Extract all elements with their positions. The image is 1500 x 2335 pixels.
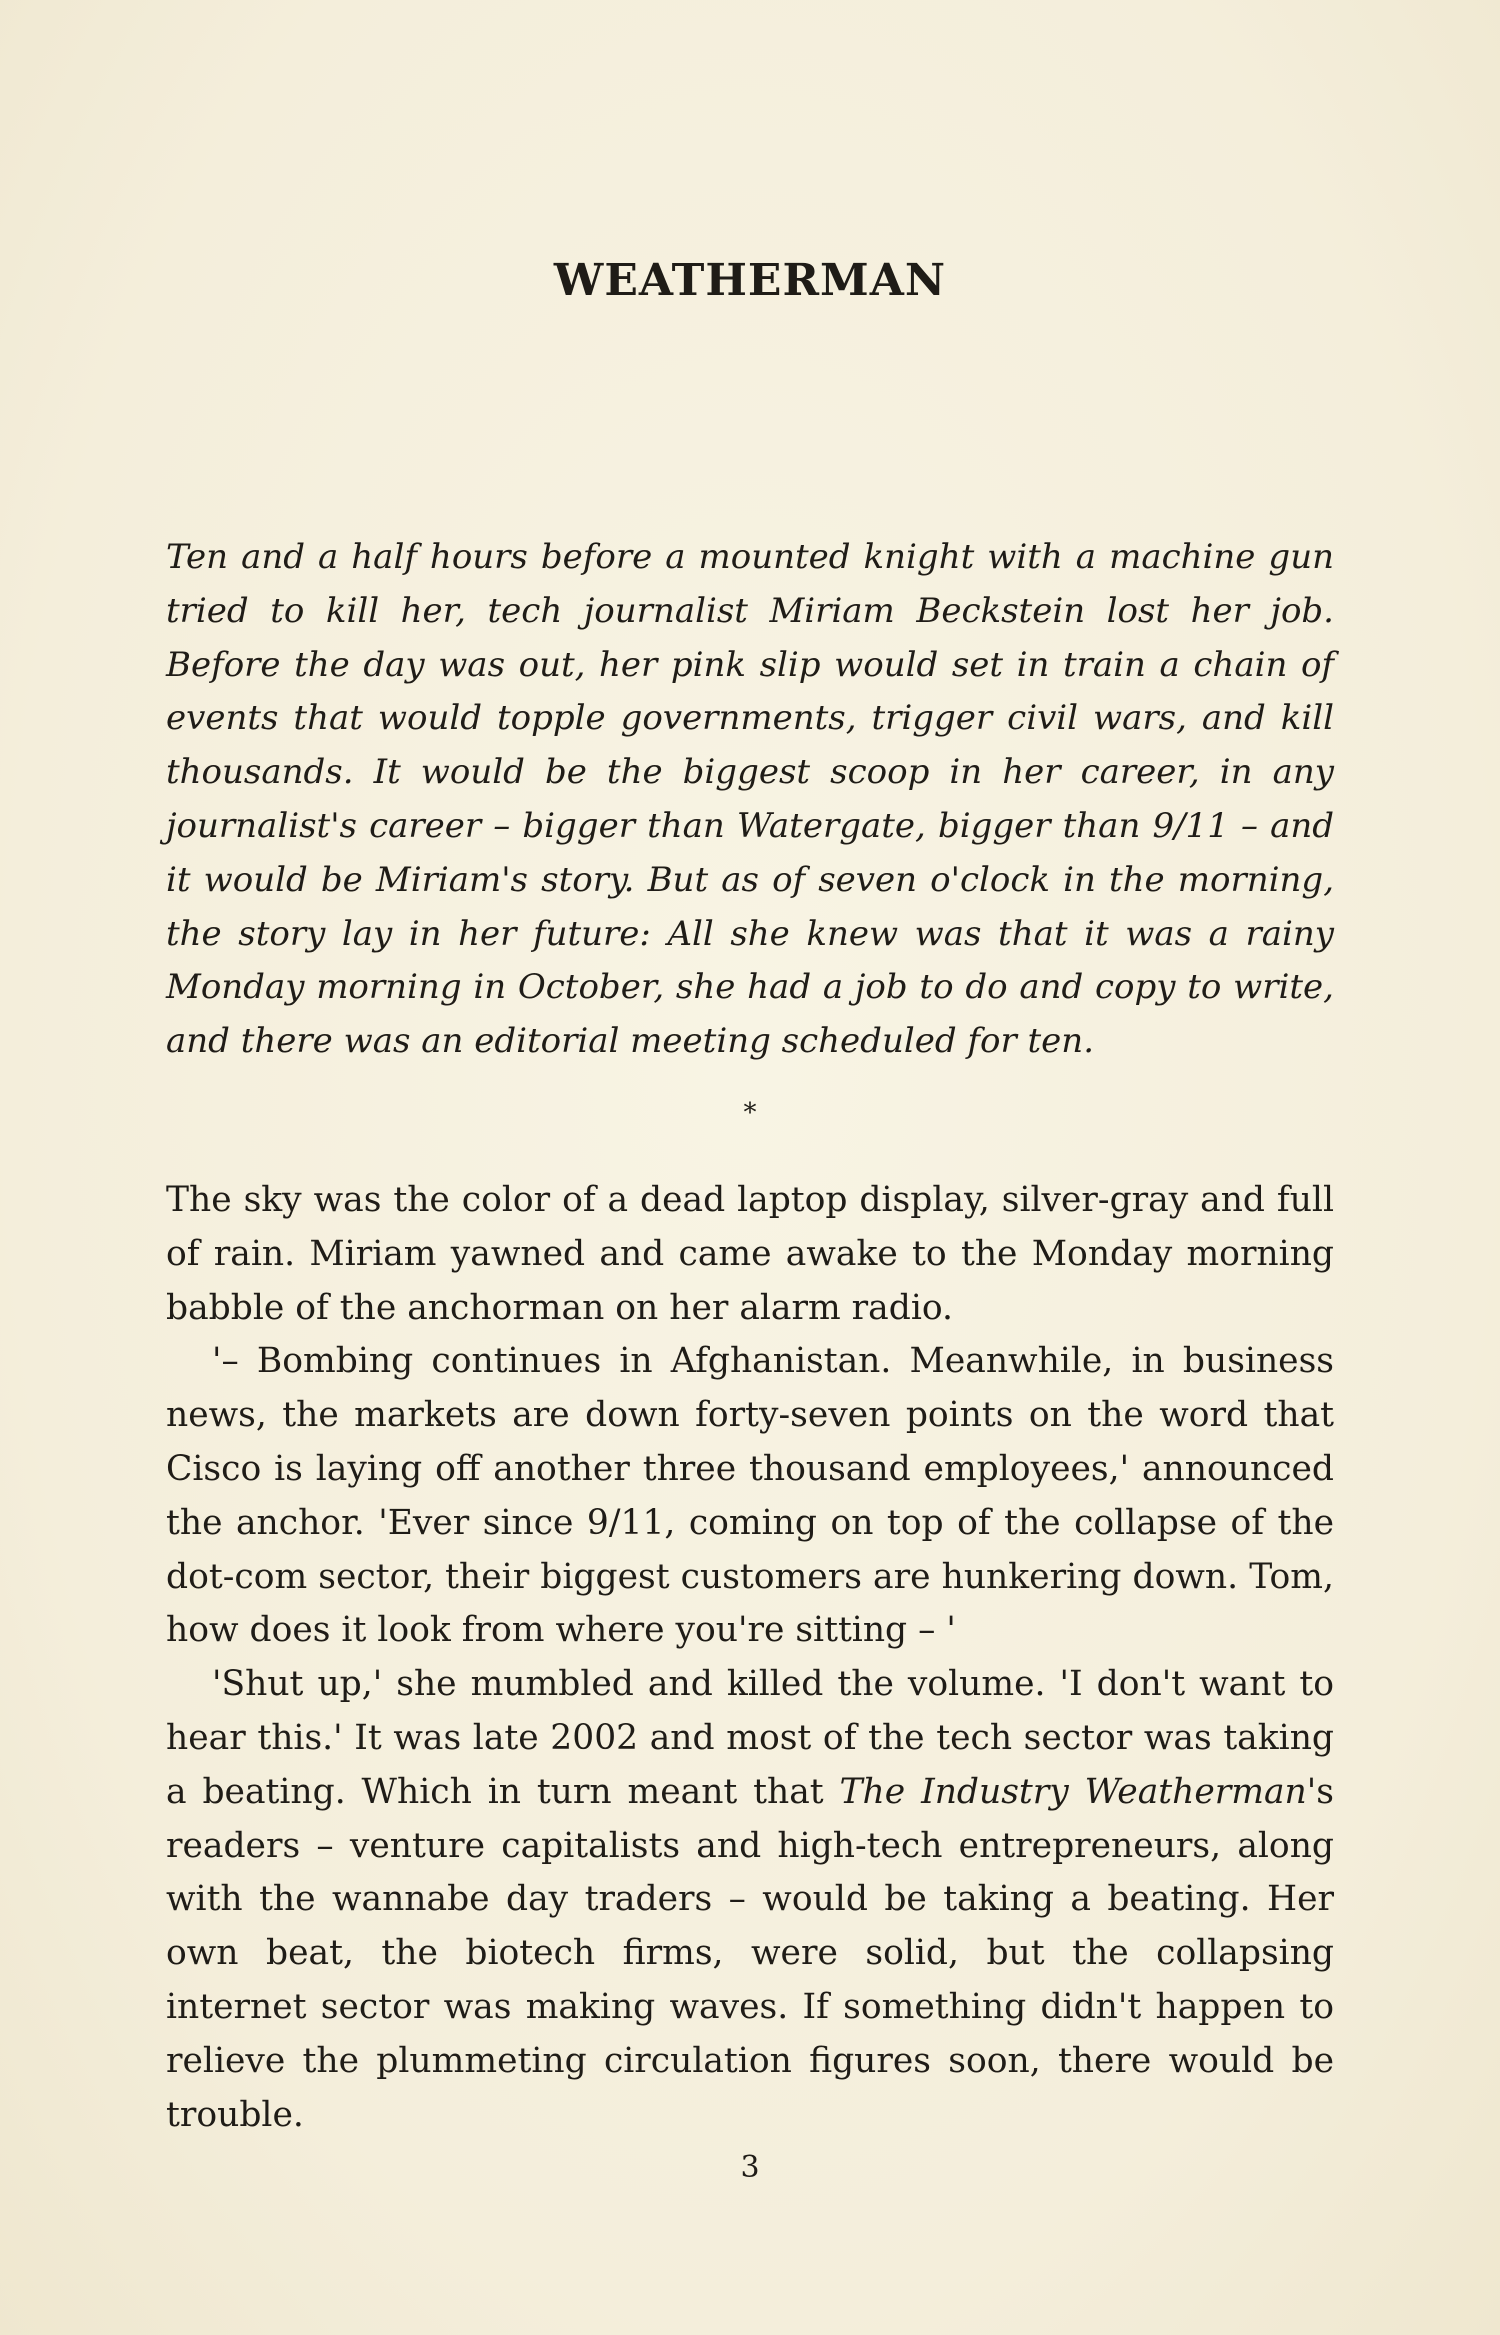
body-paragraph-1: The sky was the color of a dead laptop display, silver-gray and full of rain. Miriam yawned and came awake to the Monday morning babble of the anchorman on her alarm radio. xyxy=(166,1180,1334,1328)
chapter-title: WEATHERMAN xyxy=(553,255,947,306)
body-paragraph-3-start: 'Shut up,' she mumbled and killed the volume. 'I don't want to hear this.' It was late 2002 and most of the tech sector was taking a beating. Which in turn meant that xyxy=(166,1664,1334,1812)
scene-break: * xyxy=(743,1098,757,1128)
publication-title: The Industry Weatherman xyxy=(839,1771,1307,1812)
body-text xyxy=(166,1174,1334,2142)
body-paragraph-3-end: 's readers – venture capitalists and high-tech entrepreneurs, along with the wannabe day traders – would be taking a beating. Her own beat, the biotech firms, were solid, but the collapsing internet sector was making waves. If something didn't happen to relieve the plummeting circulation figures soon, there would be trouble. xyxy=(166,1771,1334,2135)
body-paragraph-2: '– Bombing continues in Afghanistan. Meanwhile, in business news, the markets are down forty-seven points on the word that Cisco is laying off another three thousand employees,' announced the anchor. 'Ever since 9/11, coming on top of the collapse of the dot-com sector, their biggest customers are hunkering down. Tom, how does it look from where you're sitting – ' xyxy=(166,1341,1334,1651)
page-number: 3 xyxy=(740,2150,760,2185)
body-paragraph-3 xyxy=(166,1658,1334,2142)
intro-paragraph: Ten and a half hours before a mounted knight with a machine gun tried to kill her, tech journalist Miriam Beckstein lost her job. Before the day was out, her pink slip would set in train a chain of events that would topple governments, trigger civil wars, and kill thousands. It would be the biggest scoop in her career, in any journalist's career – bigger than Watergate, bigger than 9/11 – and it would be Miriam's story. But as of seven o'clock in the morning, the story lay in her future: All she knew was that it was a rainy Monday morning in October, she had a job to do and copy to write, and there was an editorial meeting scheduled for ten. xyxy=(166,537,1334,1062)
